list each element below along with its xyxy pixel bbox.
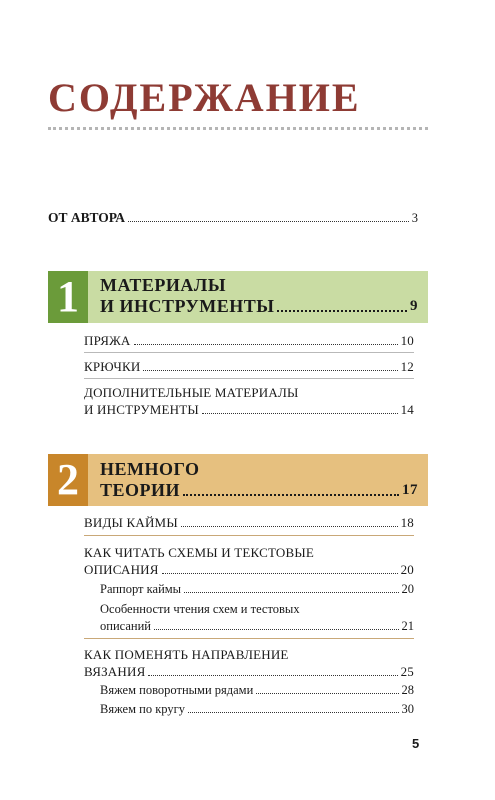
- toc-entry-page: 20: [400, 562, 414, 577]
- toc-entry-label: КРЮЧКИ: [84, 359, 141, 374]
- toc-entry-label: Вяжем поворотными рядами: [100, 683, 254, 697]
- toc-entry-label: ВИДЫ КАЙМЫ: [84, 515, 178, 530]
- entry-divider: [84, 378, 414, 379]
- toc-entry-author[interactable]: [48, 210, 418, 226]
- toc-entry-page: 28: [401, 683, 414, 697]
- dot-leader: [162, 573, 398, 574]
- dot-leader: [148, 675, 397, 676]
- toc-entry-border-types[interactable]: [84, 515, 414, 531]
- toc-entry-read-schemes-line1[interactable]: КАК ЧИТАТЬ СХЕМЫ И ТЕКСТОВЫЕ: [84, 545, 315, 560]
- toc-entry-page: 18: [400, 515, 414, 530]
- dot-leader: [184, 592, 398, 593]
- toc-entry-page: 30: [401, 702, 414, 716]
- toc-entry-change-direction[interactable]: [84, 664, 414, 680]
- toc-entry-page: 14: [400, 402, 414, 417]
- toc-entry-label: ОПИСАНИЯ: [84, 562, 159, 577]
- toc-entry-page: 12: [400, 359, 414, 374]
- title-dotted-rule: [48, 127, 428, 130]
- entry-divider: [84, 352, 414, 353]
- section-1-page: 9: [410, 298, 418, 314]
- toc-subentry-reading-features-line1[interactable]: Особенности чтения схем и тестовых: [100, 602, 300, 616]
- toc-subentry-reading-features[interactable]: [100, 619, 414, 634]
- toc-subentry-in-the-round[interactable]: [100, 702, 414, 717]
- toc-entry-page: 3: [411, 211, 418, 225]
- toc-entry-page: 21: [401, 619, 414, 633]
- toc-entry-label: Вяжем по кругу: [100, 702, 185, 716]
- section-2-title-line1[interactable]: НЕМНОГО: [100, 459, 200, 479]
- toc-entry-label: ПРЯЖА: [84, 333, 131, 348]
- section-2-title-line2-row[interactable]: [100, 479, 418, 501]
- dot-leader: [202, 413, 398, 414]
- toc-entry-page: 25: [400, 664, 414, 679]
- section-2-title-line2: ТЕОРИИ: [100, 480, 181, 500]
- toc-entry-page: 20: [401, 582, 414, 596]
- entry-divider: [84, 638, 414, 639]
- section-1-title-line2: И ИНСТРУМЕНТЫ: [100, 296, 275, 316]
- dot-leader: [128, 221, 409, 222]
- section-1-title-line1[interactable]: МАТЕРИАЛЫ: [100, 275, 226, 295]
- toc-entry-label: описаний: [100, 619, 151, 633]
- page-number: 5: [412, 736, 420, 751]
- section-1-title-line2-row[interactable]: [100, 295, 418, 317]
- toc-entry-page: 10: [400, 333, 414, 348]
- dot-leader: [277, 310, 407, 312]
- toc-subentry-turning-rows[interactable]: [100, 683, 414, 698]
- entry-divider: [84, 535, 414, 536]
- toc-entry-read-schemes[interactable]: [84, 562, 414, 578]
- dot-leader: [181, 526, 398, 527]
- dot-leader: [154, 629, 399, 630]
- dot-leader: [143, 370, 397, 371]
- section-2-number: 2: [48, 454, 88, 506]
- toc-entry-label: ВЯЗАНИЯ: [84, 664, 146, 679]
- toc-subentry-rapport[interactable]: [100, 582, 414, 597]
- dot-leader: [188, 712, 399, 713]
- toc-entry-extra-materials-line1[interactable]: ДОПОЛНИТЕЛЬНЫЕ МАТЕРИАЛЫ: [84, 385, 299, 400]
- toc-entry-extra-materials[interactable]: [84, 402, 414, 418]
- toc-entry-label: Раппорт каймы: [100, 582, 182, 596]
- toc-entry-change-direction-line1[interactable]: КАК ПОМЕНЯТЬ НАПРАВЛЕНИЕ: [84, 647, 289, 662]
- section-2-page: 17: [402, 482, 418, 498]
- dot-leader: [256, 693, 398, 694]
- toc-entry-label: И ИНСТРУМЕНТЫ: [84, 402, 199, 417]
- toc-entry-hooks[interactable]: [84, 359, 414, 375]
- toc-entry-yarn[interactable]: [84, 333, 414, 349]
- section-1-number: 1: [48, 271, 88, 323]
- dot-leader: [183, 494, 399, 496]
- dot-leader: [134, 344, 398, 345]
- toc-entry-label: ОТ АВТОРА: [48, 210, 126, 225]
- page-title: СОДЕРЖАНИЕ: [48, 75, 361, 120]
